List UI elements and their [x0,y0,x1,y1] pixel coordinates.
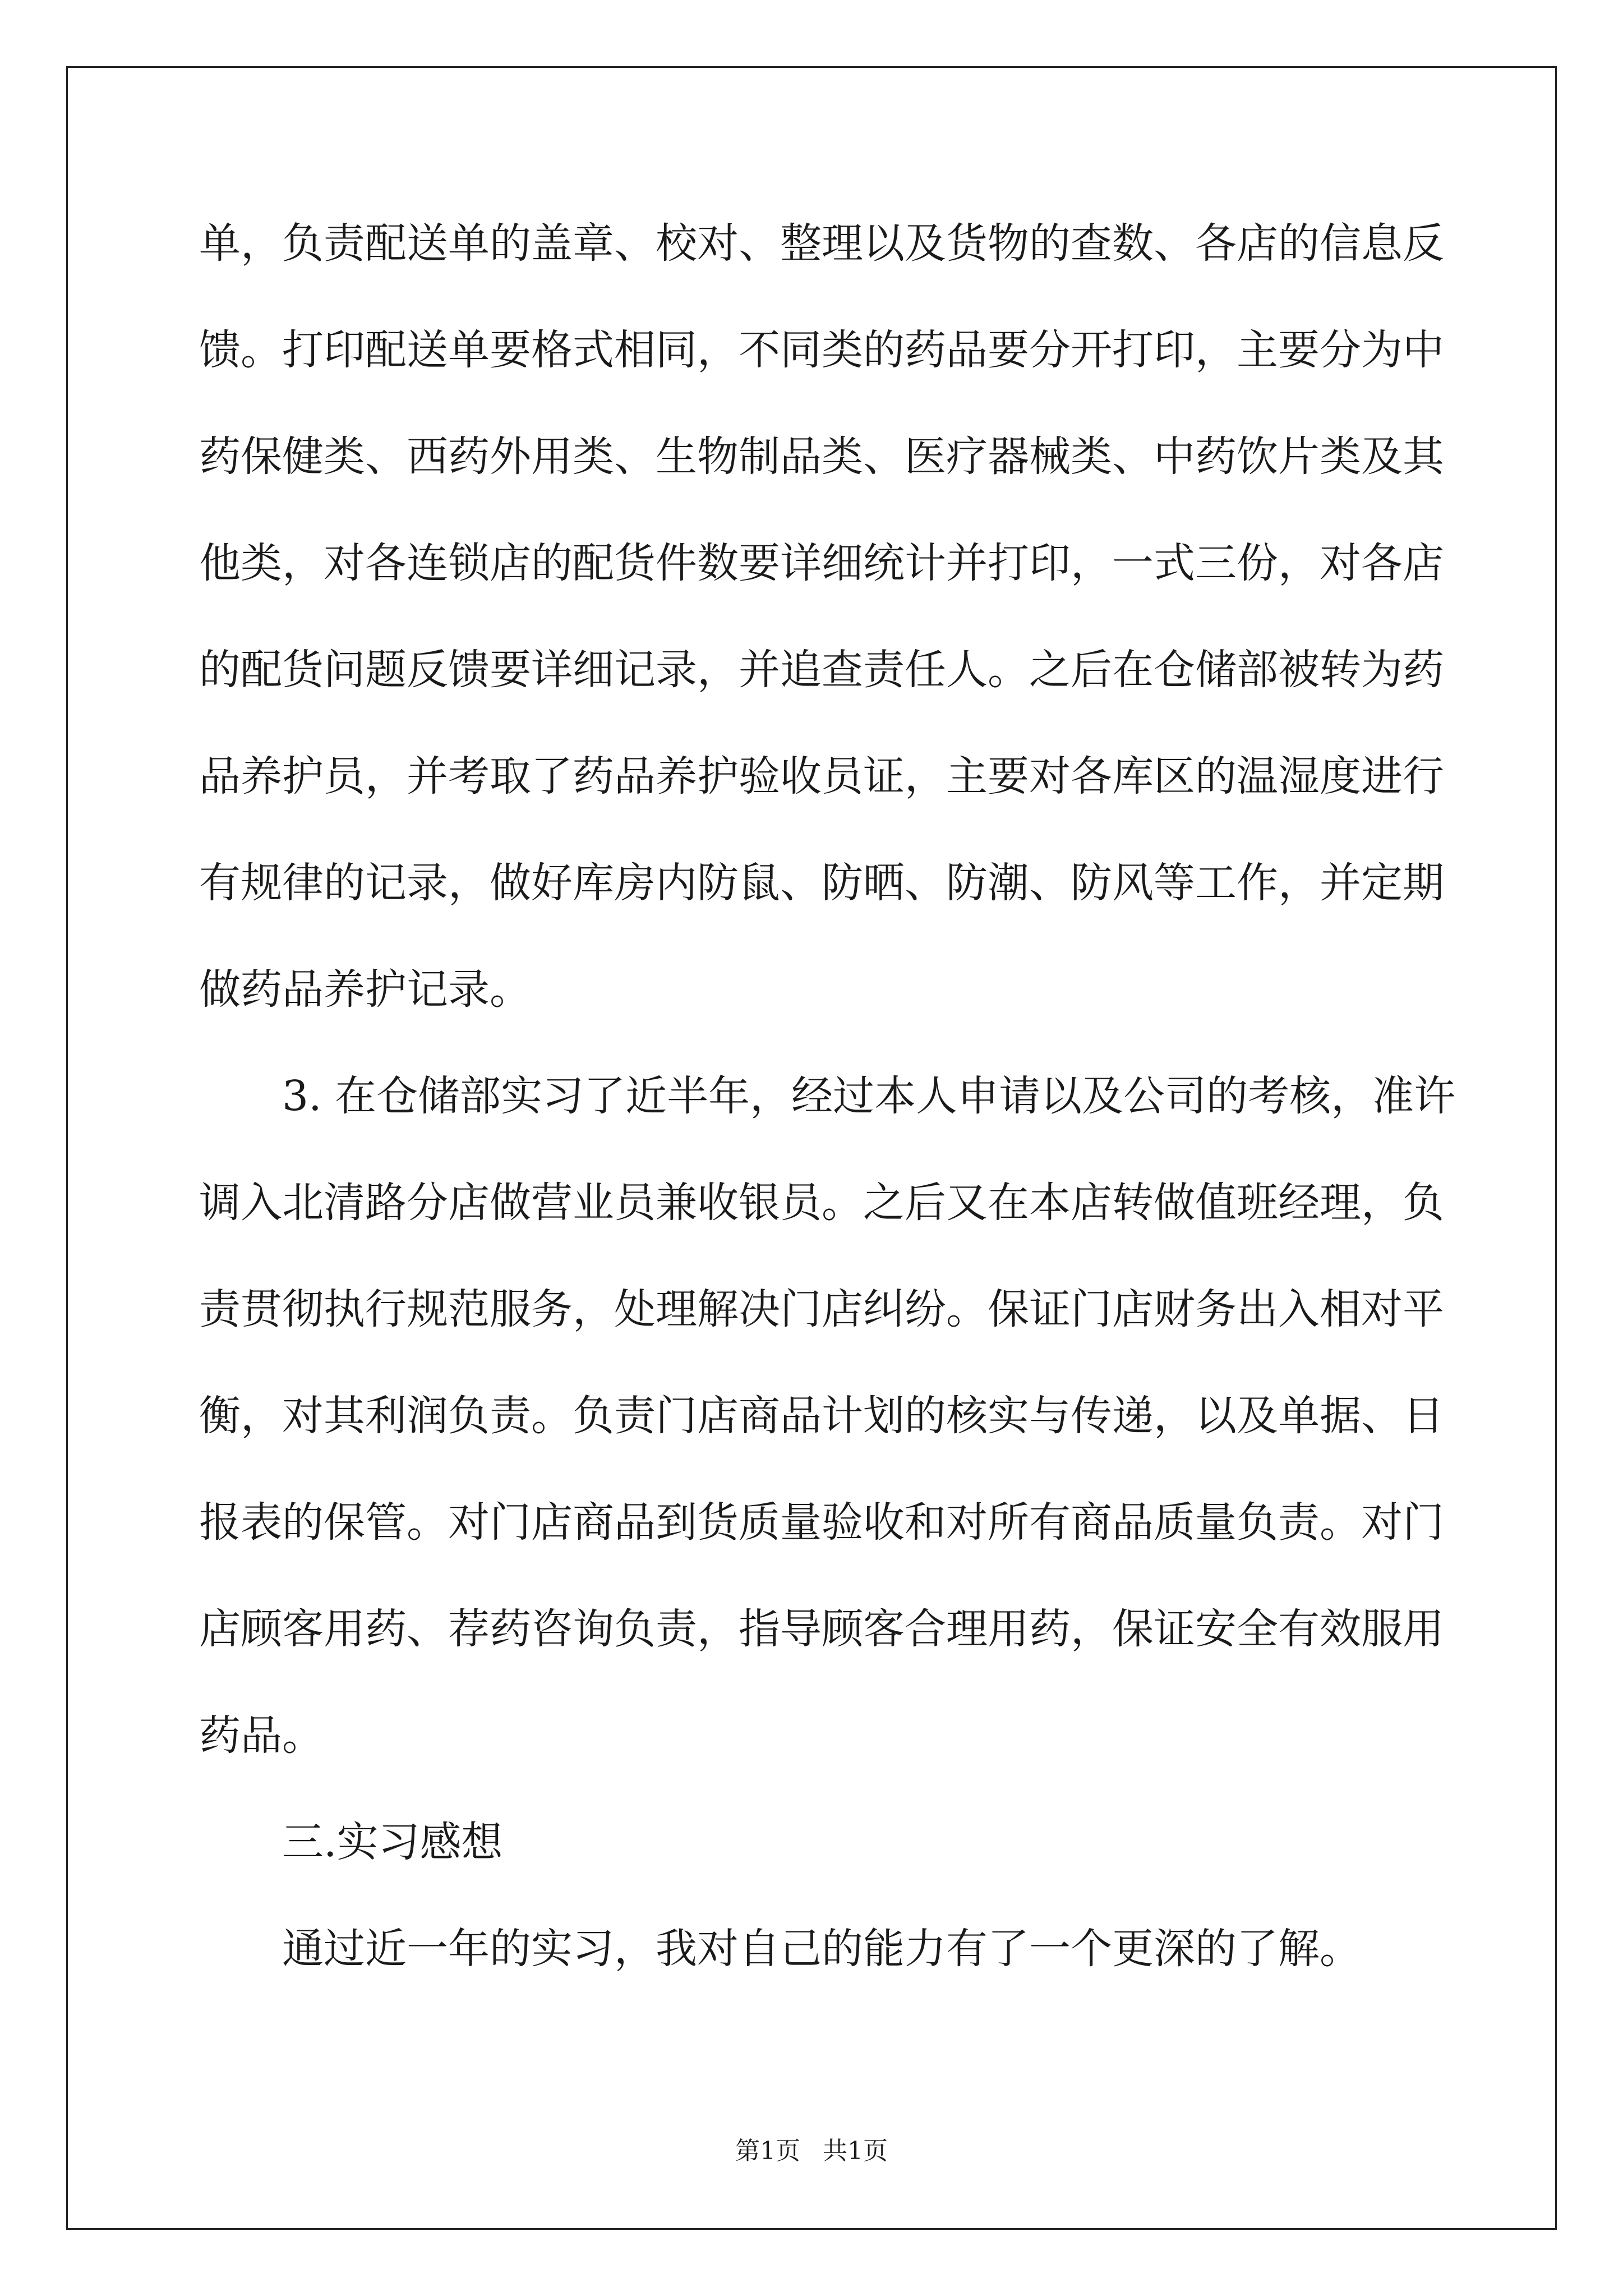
body-line: 馈。打印配送单要格式相同，不同类的药品要分开打印，主要分为中 [199,326,1444,374]
body-line: 单，负责配送单的盖章、校对、整理以及货物的查数、各店的信息反 [199,219,1444,268]
section-heading: 三.实习感想 [282,1818,503,1866]
body-line: 做药品养护记录。 [199,965,531,1014]
body-line: 他类，对各连锁店的配货件数要详细统计并打印，一式三份，对各店 [199,539,1444,587]
body-line: 店顾客用药、荐药咨询负责，指导顾客合理用药，保证安全有效服用 [199,1605,1444,1653]
body-line: 责贯彻执行规范服务，处理解决门店纠纷。保证门店财务出入相对平 [199,1285,1444,1333]
page-number-current: 第1页 [735,2137,800,2165]
body-line: 药品。 [199,1711,324,1760]
body-line: 品养护员，并考取了药品养护验收员证，主要对各库区的温湿度进行 [199,752,1444,800]
body-line: 的配货问题反馈要详细记录，并追查责任人。之后在仓储部被转为药 [199,646,1444,694]
page-number-total: 共1页 [823,2137,888,2165]
body-line: 有规律的记录，做好库房内防鼠、防晒、防潮、防风等工作，并定期 [199,859,1444,907]
body-line: 通过近一年的实习，我对自己的能力有了一个更深的了解。 [282,1925,1361,1973]
body-line: 衡，对其利润负责。负责门店商品计划的核实与传递，以及单据、日 [199,1392,1444,1440]
body-line: 报表的保管。对门店商品到货质量验收和对所有商品质量负责。对门 [199,1498,1444,1547]
body-line: 药保健类、西药外用类、生物制品类、医疗器械类、中药饮片类及其 [199,432,1444,481]
document-body [199,208,1456,2019]
page-footer [0,2134,1623,2168]
body-line: 调入北清路分店做营业员兼收银员。之后又在本店转做值班经理，负 [199,1179,1444,1227]
body-line: 3. 在仓储部实习了近半年，经过本人申请以及公司的考核，准许 [282,1072,1456,1120]
